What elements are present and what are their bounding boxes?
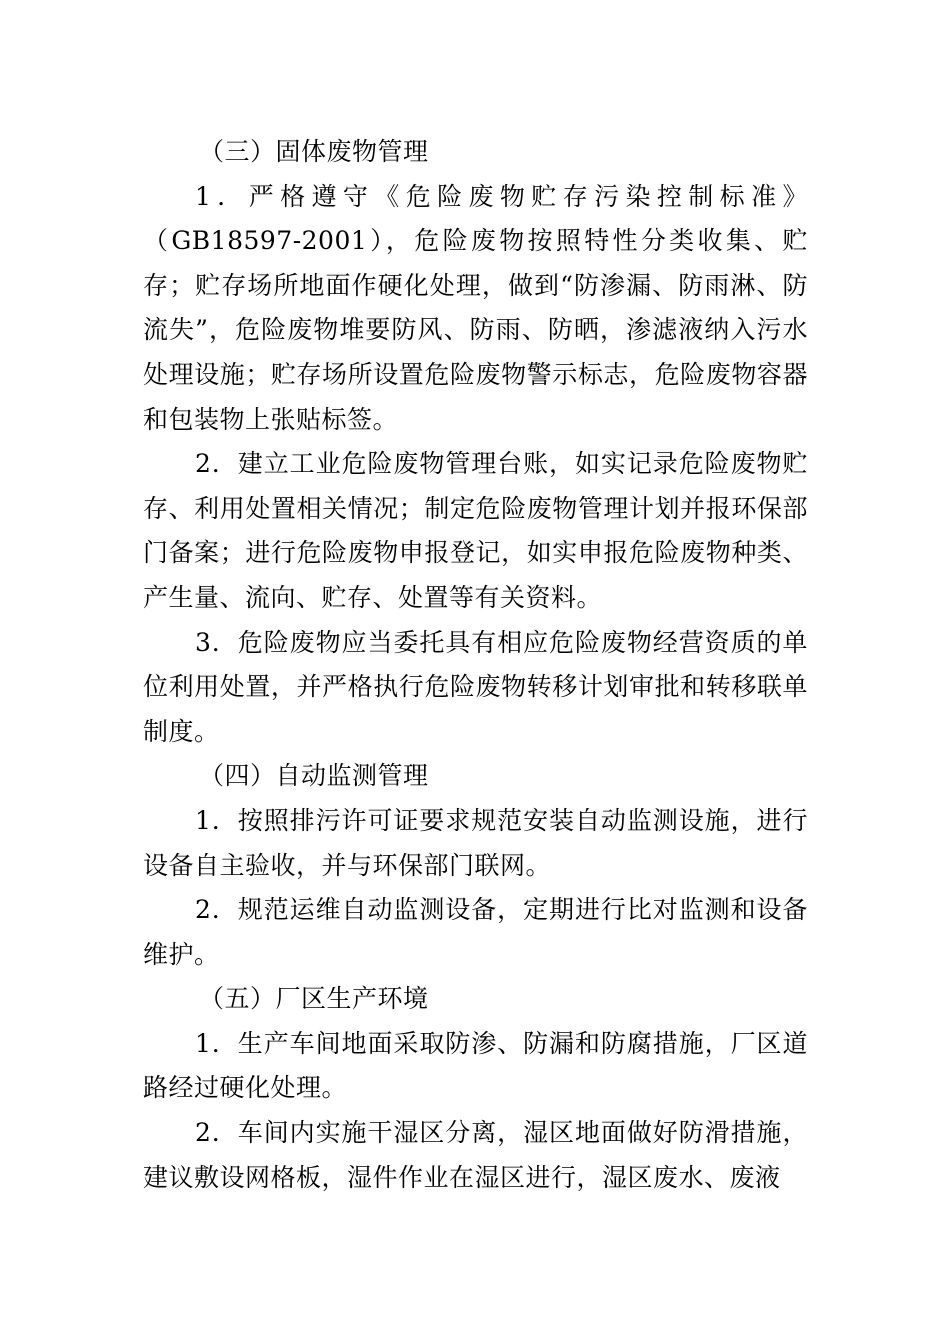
paragraph-monitoring-install: 1．按照排污许可证要求规范安装自动监测设施，进行设备自主验收，并与环保部门联网。 [143,805,808,880]
section-heading-auto-monitoring: （四）自动监测管理 [199,761,429,791]
paragraph-wet-dry-separation: 2．车间内实施干湿区分离，湿区地面做好防滑措施，建议敷设网格板，湿件作业在湿区进行，湿区废水、废液 [143,1118,808,1192]
paragraph-hazardous-ledger: 2．建立工业危险废物管理台账，如实记录危险废物贮存、利用处置相关情况；制定危险废物管理计划并报环保部门备案；进行危险废物申报登记，如实申报危险废物种类、产生量、流向、贮存、处置等有关资料。 [143,449,808,612]
section-heading-plant-environment: （五）厂区生产环境 [199,984,429,1014]
section-heading-solid-waste: （三）固体废物管理 [199,137,429,166]
document-page [143,130,808,1200]
paragraph-floor-treatment: 1．生产车间地面采取防渗、防漏和防腐措施，厂区道路经过硬化处理。 [143,1028,808,1103]
paragraph-monitoring-maintenance: 2．规范运维自动监测设备，定期进行比对监测和设备维护。 [143,895,808,969]
paragraph-hazardous-storage: 1．严格遵守《危险废物贮存污染控制标准》（GB18597-2001），危险废物按照特性分类收集、贮存；贮存场所地面作硬化处理，做到“防渗漏、防雨淋、防流失”，危险废物堆要防风、防雨、防晒，渗滤液纳入污水处理设施；贮存场所设置危险废物警示标志，危险废物容器和包装物上张贴标签。 [143,181,808,434]
paragraph-hazardous-disposal: 3．危险废物应当委托具有相应危险废物经营资质的单位利用处置，并严格执行危险废物转移计划审批和转移联单制度。 [143,627,808,746]
